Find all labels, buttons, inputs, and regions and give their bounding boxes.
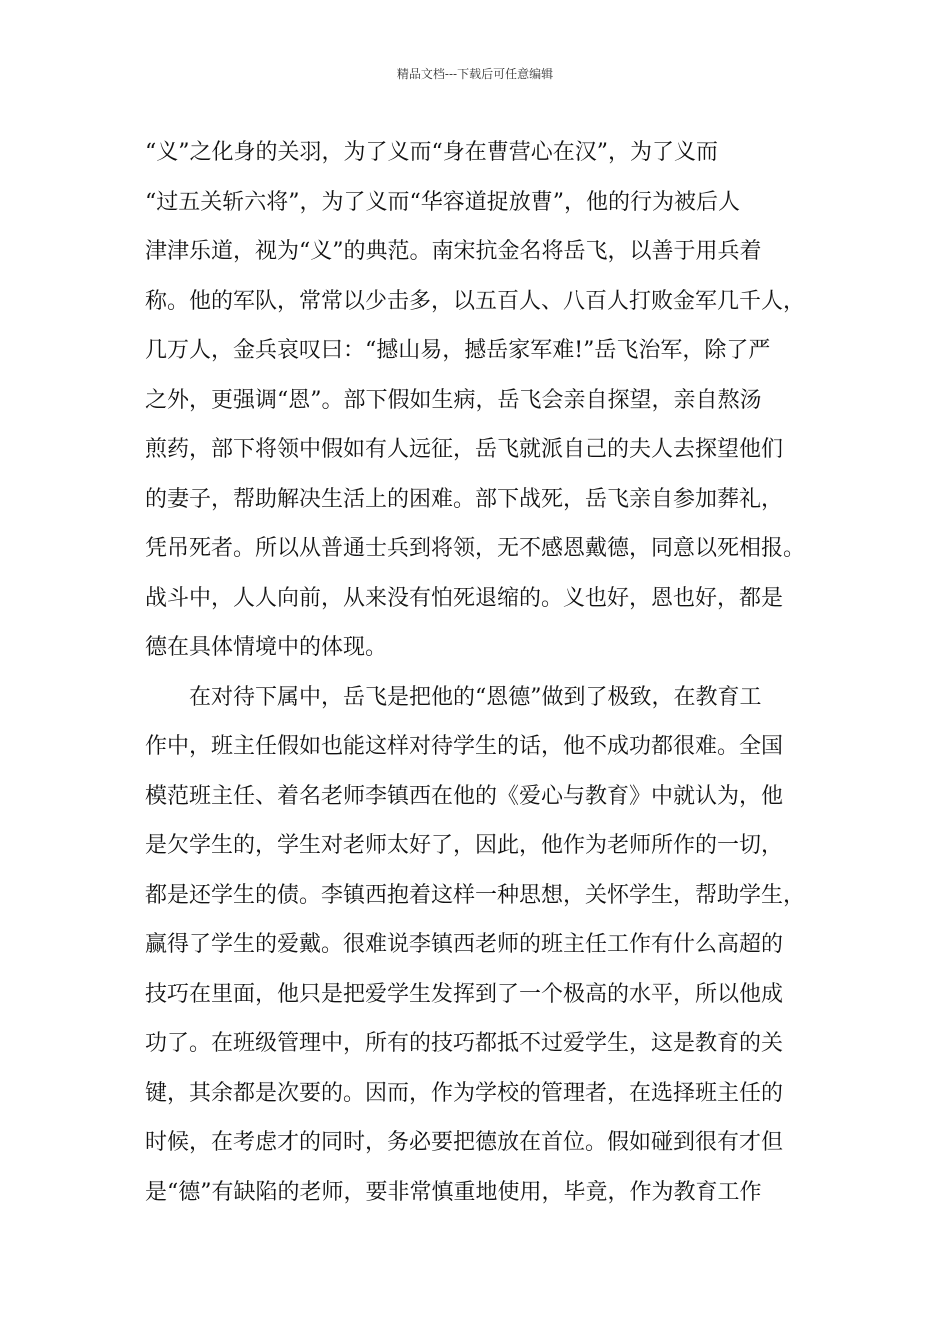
text-line: 是“德”有缺陷的老师，要非常慎重地使用，毕竟，作为教育工作 [145, 1179, 762, 1205]
text-line: 战斗中，人人向前，从来没有怕死退缩的。义也好，恩也好，都是 [145, 585, 784, 611]
text-line: 时候，在考虑才的同时，务必要把德放在首位。假如碰到很有才但 [145, 1130, 784, 1155]
text-line: 作中，班主任假如也能这样对待学生的话，他不成功都很难。全国 [145, 734, 784, 759]
text-line: 之外，更强调“恩”。部下假如生病，岳飞会亲自探望，亲自熬汤 [145, 387, 762, 413]
text-line: 都是还学生的债。李镇西抱着这样一种思想，关怀学生，帮助学生， [145, 882, 806, 908]
text-line: 几万人，金兵哀叹曰：“撼山易，撼岳家军难!”岳飞治军，除了严 [145, 338, 771, 363]
text-line: 赢得了学生的爱戴。很难说李镇西老师的班主任工作有什么高超的 [145, 932, 784, 957]
text-line: 德在具体情境中的体现。 [145, 635, 388, 660]
text-line: “过五关斩六将”，为了义而“华容道捉放曹”，他的行为被后人 [145, 189, 740, 215]
text-line: 津津乐道，视为“义”的典范。南宋抗金名将岳飞，以善于用兵着 [145, 239, 762, 264]
text-line: 称。他的军队，常常以少击多，以五百人、八百人打败金军几千人， [145, 288, 806, 314]
text-line: 技巧在里面，他只是把爱学生发挥到了一个极高的水平，所以他成 [145, 981, 784, 1007]
text-line: 是欠学生的，学生对老师太好了，因此，他作为老师所作的一切， [145, 833, 784, 858]
text-line: 煎药，部下将领中假如有人远征，岳飞就派自己的夫人去探望他们 [145, 437, 784, 462]
text-line: 键，其余都是次要的。因而，作为学校的管理者，在选择班主任的 [145, 1080, 784, 1106]
body-text [145, 128, 825, 1217]
text-line: “义”之化身的关羽，为了义而“身在曹营心在汉”，为了义而 [145, 140, 718, 165]
paragraph-first-line: 在对待下属中，岳飞是把他的“恩德”做到了极致，在教育工 [189, 684, 762, 710]
page-header: 精品文档---下载后可任意编辑 [396, 67, 554, 81]
text-line: 凭吊死者。所以从普通士兵到将领，无不感恩戴德，同意以死相报。 [145, 536, 806, 561]
text-line: 功了。在班级管理中，所有的技巧都抵不过爱学生，这是教育的关 [145, 1031, 784, 1056]
text-line: 的妻子，帮助解决生活上的困难。部下战死，岳飞亲自参加葬礼， [145, 486, 784, 512]
text-line: 模范班主任、着名老师李镇西在他的《爱心与教育》中就认为，他 [145, 783, 784, 809]
